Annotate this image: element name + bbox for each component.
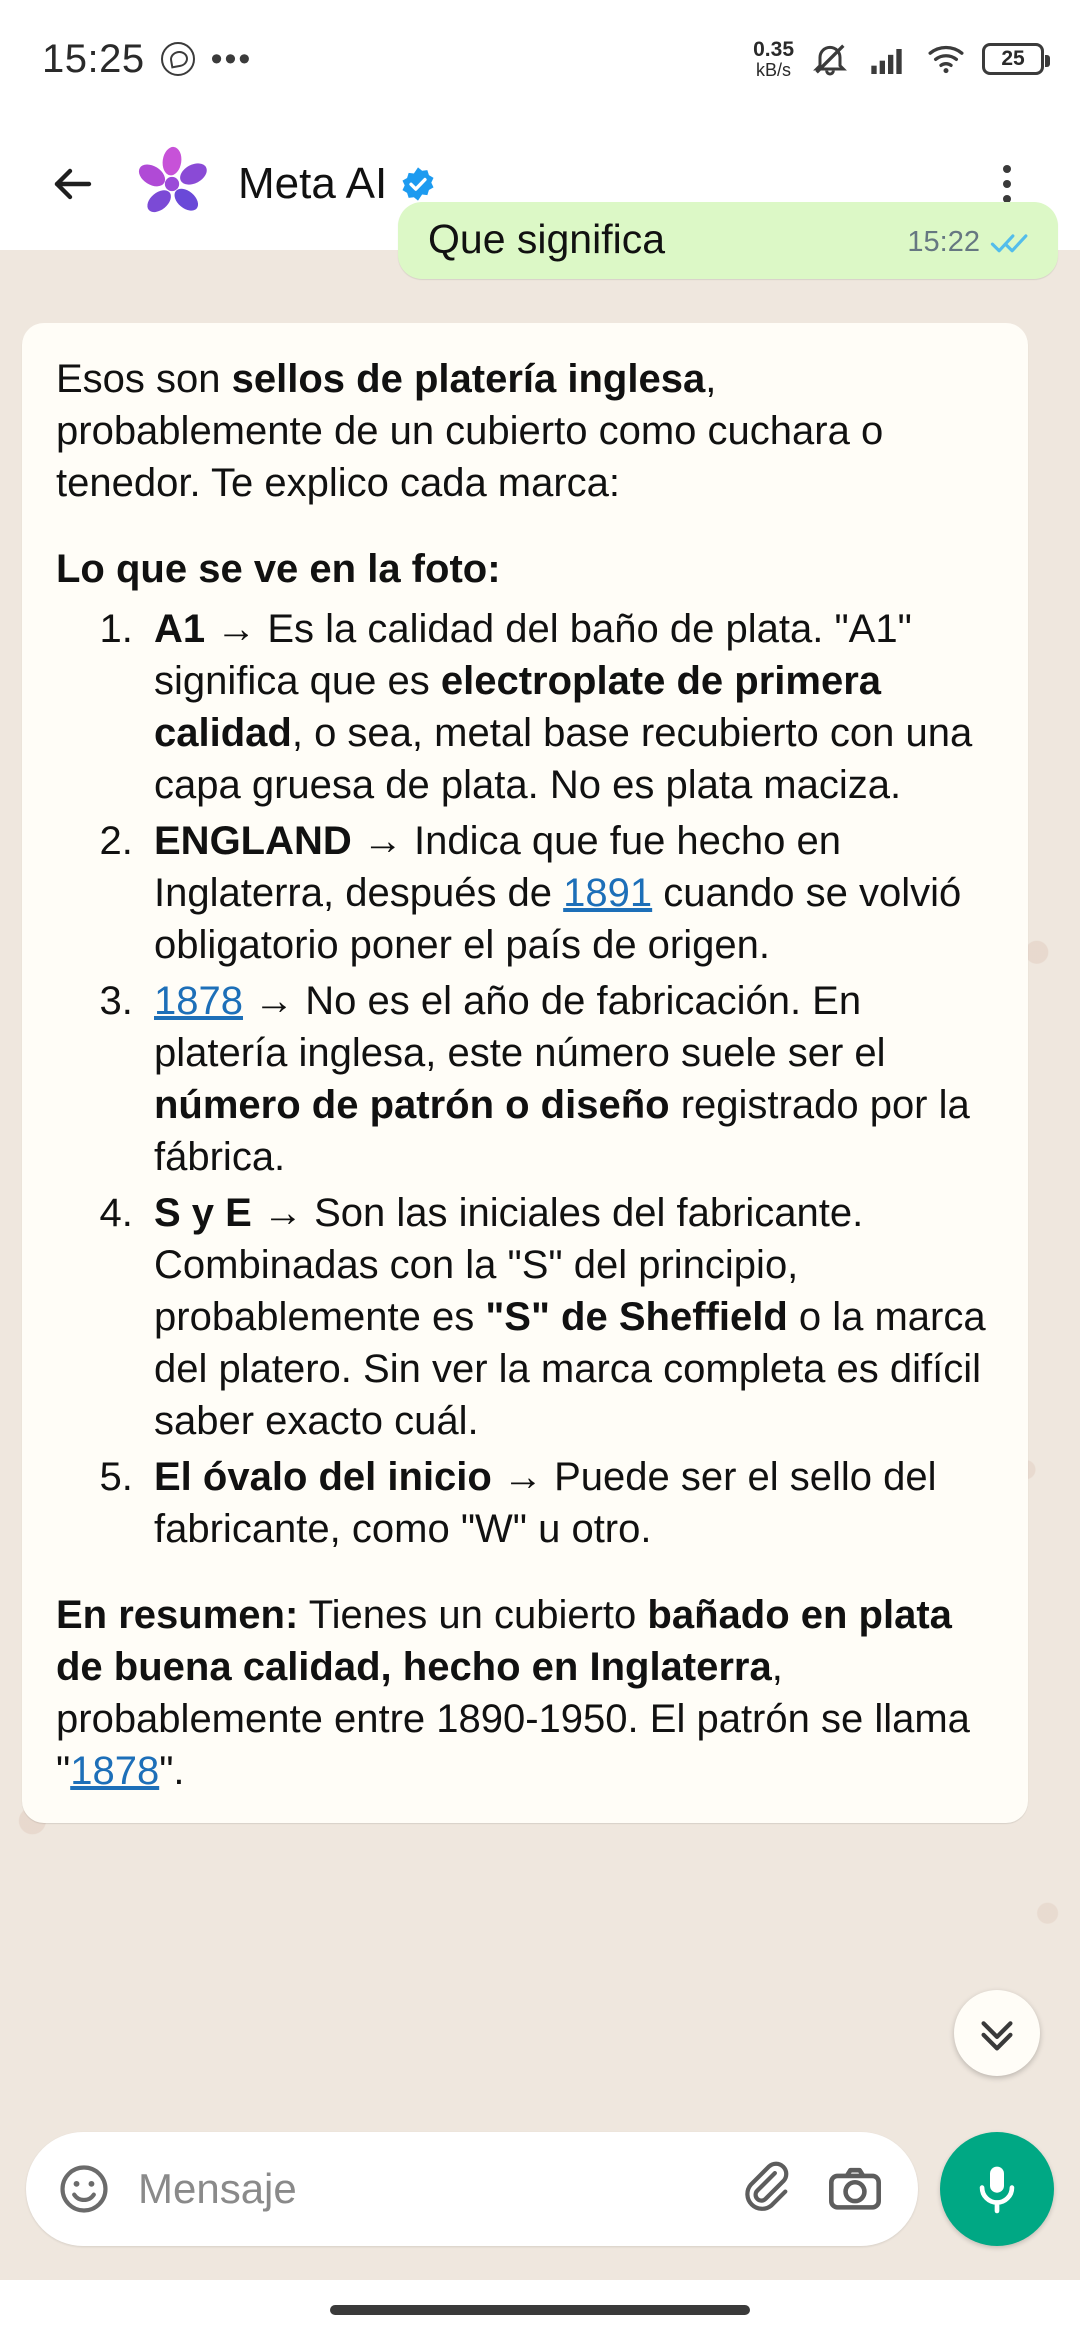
outgoing-message-text: Que significa	[428, 216, 666, 262]
system-navigation-bar	[0, 2280, 1080, 2340]
camera-icon[interactable]	[826, 2160, 884, 2218]
item-text-a: → Indica que fue hecho en Inglaterra, después de	[154, 819, 842, 915]
bell-muted-icon	[808, 39, 852, 79]
data-rate-indicator	[753, 39, 794, 80]
item-text-a: → Puede ser el sello del fabricante, como "W" u otro.	[154, 1455, 937, 1551]
summary-text-2: , probablemente entre 1890-1950. El patrón se llama "	[56, 1645, 970, 1793]
explanation-list	[56, 603, 994, 1555]
item-text-a: → Es la calidad del baño de plata. "A1" significa que es	[154, 607, 912, 703]
cellular-signal-icon	[866, 39, 910, 79]
summary-text-1: Tienes un cubierto	[298, 1593, 648, 1637]
intro-text-1: Esos son	[56, 357, 232, 401]
message-bubble-incoming[interactable]	[22, 323, 1028, 1823]
meta-ai-logo-mark	[129, 144, 215, 224]
outgoing-message-time: 15:22	[907, 226, 980, 258]
verified-badge-icon	[399, 165, 437, 203]
inline-link-1878[interactable]: 1878	[154, 979, 243, 1023]
whatsapp-icon	[161, 42, 195, 76]
chat-message-list[interactable]	[0, 216, 1080, 2098]
item-text-b: cuando se volvió obligatorio poner el país de origen.	[154, 871, 962, 967]
intro-text-2: , probablemente de un cubierto como cuchara o tenedor. Te explico cada marca:	[56, 357, 884, 505]
item-emphasis: electroplate de primera calidad	[154, 659, 882, 755]
summary-text-3: ".	[159, 1749, 185, 1793]
status-bar-right	[753, 39, 1044, 80]
data-rate-unit: kB/s	[756, 59, 792, 80]
meta-ai-logo[interactable]	[126, 145, 218, 223]
double-check-read-icon	[990, 230, 1032, 256]
voice-record-button[interactable]	[940, 2132, 1054, 2246]
home-gesture-pill[interactable]	[330, 2305, 750, 2315]
kebab-dot	[1003, 180, 1011, 188]
list-item	[144, 975, 994, 1183]
item-term: S y E	[154, 1191, 252, 1235]
list-item	[144, 1187, 994, 1447]
item-term: ENGLAND	[154, 819, 352, 863]
summary-link-1878[interactable]: 1878	[70, 1749, 160, 1793]
scroll-to-bottom-button[interactable]	[954, 1990, 1040, 2076]
status-bar-left	[42, 37, 252, 82]
message-input-bar	[0, 2098, 1080, 2280]
battery-indicator	[982, 43, 1044, 75]
more-dots-icon: •••	[210, 40, 253, 78]
item-text-a: → Son las iniciales del fabricante. Combinadas con la "S" del principio, probablemente es	[154, 1191, 864, 1339]
summary-emphasis: bañado en plata de buena calidad, hecho en Inglaterra	[56, 1593, 952, 1689]
summary-paragraph	[56, 1589, 994, 1797]
outgoing-message-meta	[907, 226, 1032, 263]
wifi-icon	[924, 39, 968, 79]
item-text-a: → No es el año de fabricación. En platería inglesa, este número suele ser el	[154, 979, 886, 1075]
item-emphasis: "S" de Sheffield	[485, 1295, 788, 1339]
message-bubble-outgoing[interactable]	[398, 202, 1058, 279]
status-clock: 15:25	[42, 36, 145, 81]
list-item	[144, 603, 994, 811]
paperclip-icon[interactable]	[742, 2160, 800, 2218]
kebab-dot	[1003, 165, 1011, 173]
item-text-b: registrado por la fábrica.	[154, 1083, 970, 1179]
intro-bold: sellos de platería inglesa	[231, 357, 706, 401]
section-heading-text: Lo que se ve en la foto:	[56, 547, 501, 591]
battery-level: 25	[1001, 47, 1025, 70]
chat-title: Meta AI	[238, 159, 388, 208]
message-input-placeholder[interactable]: Mensaje	[138, 2165, 297, 2212]
item-term: A1	[154, 607, 206, 651]
item-term: El óvalo del inicio	[154, 1455, 492, 1499]
incoming-intro-paragraph	[56, 353, 994, 509]
item-text-b: , o sea, metal base recubierto con una capa gruesa de plata. No es plata maciza.	[154, 711, 973, 807]
item-emphasis: número de patrón o diseño	[154, 1083, 670, 1127]
section-heading	[56, 543, 994, 595]
message-input-pill[interactable]	[26, 2132, 918, 2246]
list-item	[144, 1451, 994, 1555]
list-item	[144, 815, 994, 971]
emoji-smiley-icon[interactable]	[56, 2161, 112, 2217]
status-bar	[0, 0, 1080, 118]
back-button[interactable]	[34, 145, 112, 223]
item-text-b: o la marca del platero. Sin ver la marca completa es difícil saber exacto cuál.	[154, 1295, 986, 1443]
chevron-double-down-icon	[974, 2010, 1020, 2056]
inline-link-1891[interactable]: 1891	[563, 871, 653, 915]
data-rate-value: 0.35	[753, 37, 794, 61]
back-arrow-icon	[49, 160, 97, 208]
microphone-icon	[969, 2161, 1025, 2217]
summary-label: En resumen:	[56, 1593, 299, 1637]
